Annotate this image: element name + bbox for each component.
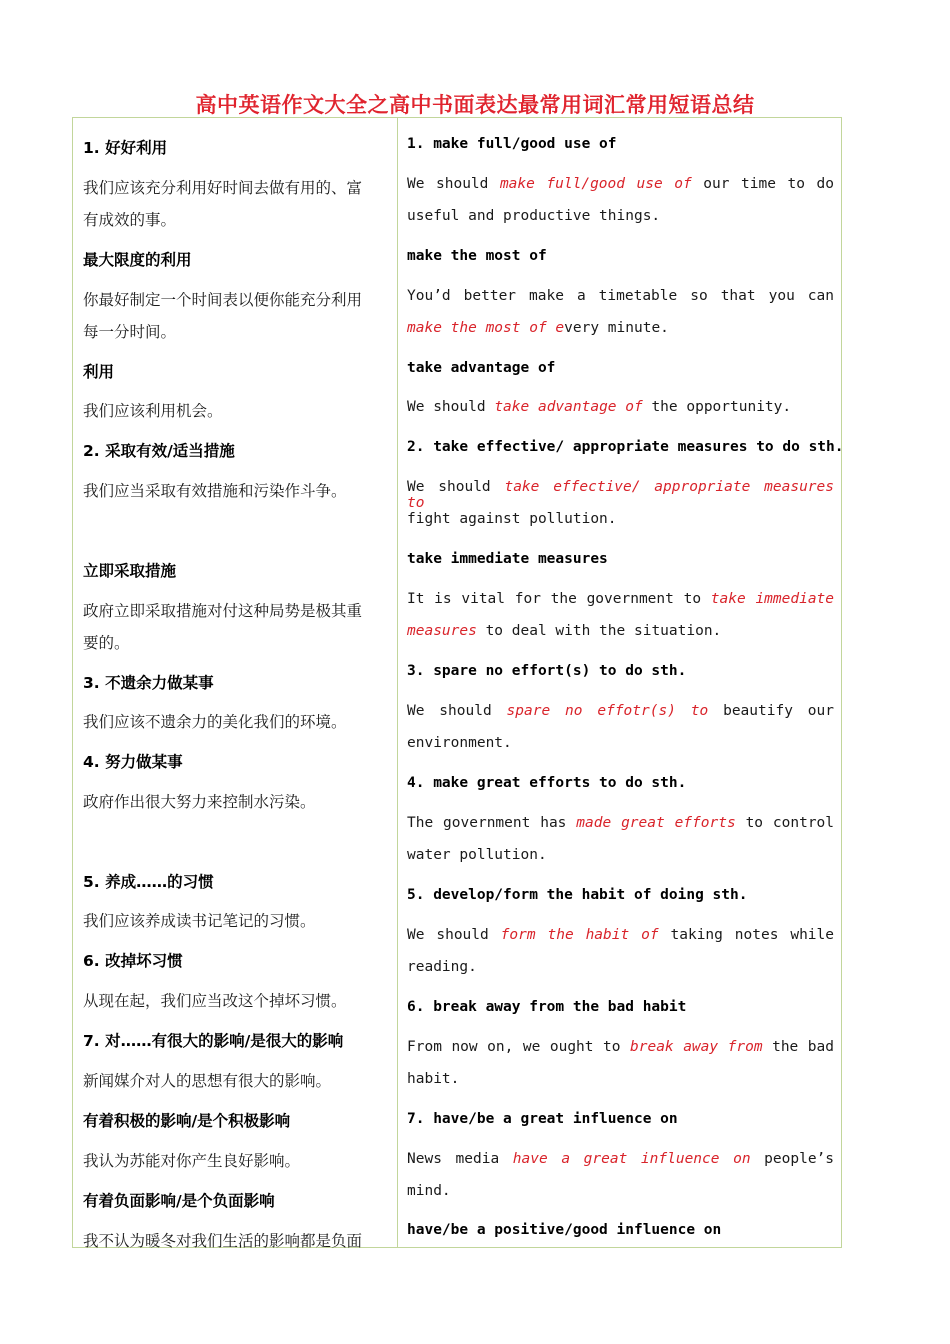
text-segment: taking notes while <box>658 927 834 943</box>
english-heading <box>407 887 747 903</box>
chinese-heading: 利用 <box>83 363 115 381</box>
english-heading <box>407 1222 721 1238</box>
english-example-line <box>407 1151 834 1167</box>
chinese-example-line: 我们应该不遗余力的美化我们的环境。 <box>83 713 347 731</box>
text-segment: reading. <box>407 959 477 975</box>
chinese-heading: 有着负面影响/是个负面影响 <box>83 1192 275 1210</box>
english-example-line <box>407 176 834 192</box>
text-segment: the opportunity. <box>642 399 792 415</box>
english-example-line <box>407 623 721 639</box>
chinese-heading: 1. 好好利用 <box>83 139 168 157</box>
english-example-line <box>407 511 617 527</box>
chinese-example-line: 要的。 <box>83 634 130 652</box>
chinese-example-line: 新闻媒介对人的思想有很大的影响。 <box>83 1072 332 1090</box>
chinese-heading: 有着积极的影响/是个积极影响 <box>83 1112 291 1130</box>
english-heading <box>407 775 686 791</box>
english-example-line <box>407 479 834 511</box>
text-segment: environment. <box>407 735 512 751</box>
english-example-line <box>407 735 512 751</box>
text-segment: beautify our <box>708 703 834 719</box>
english-example-line <box>407 208 660 224</box>
english-example-line <box>407 1071 459 1087</box>
english-heading <box>407 1111 678 1127</box>
english-heading <box>407 663 686 679</box>
text-segment: You’d better make a timetable so that you can <box>407 288 834 304</box>
text-segment: 3. spare no effort(s) to do sth. <box>407 663 687 679</box>
english-heading <box>407 439 844 455</box>
chinese-example-line: 我们应当采取有效措施和污染作斗争。 <box>83 482 347 500</box>
chinese-heading: 2. 采取有效/适当措施 <box>83 442 235 460</box>
page-title: 高中英语作文大全之高中书面表达最常用词汇常用短语总结 <box>195 92 755 117</box>
highlighted-phrase: have a great influence on <box>512 1151 751 1167</box>
chinese-example-line: 有成效的事。 <box>83 211 177 229</box>
english-example-line <box>407 959 477 975</box>
text-segment: make the most of <box>407 248 547 264</box>
text-segment: It is vital for the government to <box>407 591 711 607</box>
text-segment: habit. <box>407 1071 460 1087</box>
english-example-line <box>407 927 834 943</box>
text-segment: useful and productive things. <box>407 208 661 224</box>
text-segment: The government has <box>407 815 577 831</box>
chinese-heading: 5. 养成……的习惯 <box>83 873 214 891</box>
english-heading <box>407 551 608 567</box>
chinese-heading: 7. 对……有很大的影响/是很大的影响 <box>83 1032 344 1050</box>
text-segment: We should <box>407 176 500 192</box>
text-segment: to control <box>735 815 835 831</box>
chinese-example-line: 我们应该养成读书记笔记的习惯。 <box>83 912 316 930</box>
text-segment: take advantage of <box>407 360 556 376</box>
english-example-line <box>407 1039 834 1055</box>
chinese-heading: 6. 改掉坏习惯 <box>83 952 183 970</box>
chinese-example-line: 你最好制定一个时间表以便你能充分利用 <box>83 291 363 309</box>
text-segment: We should <box>407 927 501 943</box>
highlighted-phrase: make full/good use of <box>499 176 692 192</box>
chinese-example-line: 政府立即采取措施对付这种局势是极其重 <box>83 602 363 620</box>
chinese-example-line: 政府作出很大努力来控制水污染。 <box>83 793 316 811</box>
chinese-heading: 4. 努力做某事 <box>83 753 183 771</box>
text-segment: We should <box>407 399 495 415</box>
chinese-heading: 3. 不遗余力做某事 <box>83 674 214 692</box>
text-segment: mind. <box>407 1183 451 1199</box>
text-segment: water pollution. <box>407 847 547 863</box>
text-segment: have/be a positive/good influence on <box>407 1222 722 1238</box>
highlighted-phrase: spare no effotr(s) to <box>506 703 709 719</box>
column-divider <box>397 117 398 1248</box>
highlighted-phrase: made great efforts <box>576 815 736 831</box>
text-segment: fight against pollution. <box>407 511 617 527</box>
text-segment: 2. take effective/ appropriate measures to do sth. <box>407 439 844 455</box>
text-segment: 4. make great efforts to do sth. <box>407 775 687 791</box>
highlighted-phrase: break away from <box>630 1039 763 1055</box>
chinese-example-line: 我不认为暖冬对我们生活的影响都是负面 <box>83 1232 363 1250</box>
english-heading <box>407 999 686 1015</box>
english-heading <box>407 136 617 152</box>
english-example-line <box>407 288 834 304</box>
chinese-example-line: 我们应该利用机会。 <box>83 402 223 420</box>
text-segment: 7. have/be a great influence on <box>407 1111 678 1127</box>
text-segment: to deal with the situation. <box>476 623 722 639</box>
chinese-example-line: 从现在起，我们应当改这个掉坏习惯。 <box>83 992 347 1010</box>
chinese-example-line: 我们应该充分利用好时间去做有用的、富 <box>83 179 363 197</box>
highlighted-phrase: take effective/ appropriate measures to <box>407 479 834 511</box>
highlighted-phrase: take advantage of <box>494 399 643 415</box>
text-segment: very minute. <box>564 320 669 336</box>
highlighted-phrase: form the habit of <box>500 927 659 943</box>
english-example-line <box>407 591 834 607</box>
chinese-heading: 立即采取措施 <box>83 562 177 580</box>
english-example-line <box>407 847 547 863</box>
chinese-heading: 最大限度的利用 <box>83 251 192 269</box>
text-segment: people’s <box>750 1151 835 1167</box>
text-segment: 1. make full/good use of <box>407 136 617 152</box>
text-segment: 5. develop/form the habit of doing sth. <box>407 887 748 903</box>
text-segment: We should <box>407 703 507 719</box>
english-example-line <box>407 1183 451 1199</box>
text-segment: From now on, we ought to <box>407 1039 631 1055</box>
text-segment: 6. break away from the bad habit <box>407 999 687 1015</box>
english-example-line <box>407 815 834 831</box>
text-segment: We should <box>407 479 505 495</box>
text-segment: our time to do <box>691 176 834 192</box>
text-segment: News media <box>407 1151 513 1167</box>
english-example-line <box>407 399 791 415</box>
english-example-line <box>407 703 834 719</box>
english-heading <box>407 248 547 264</box>
text-segment: take immediate measures <box>407 551 608 567</box>
english-example-line <box>407 320 669 336</box>
highlighted-phrase: measures <box>407 623 477 639</box>
text-segment: the bad <box>762 1039 834 1055</box>
highlighted-phrase: make the most of e <box>407 320 565 336</box>
highlighted-phrase: take immediate <box>710 591 835 607</box>
chinese-example-line: 我认为苏能对你产生良好影响。 <box>83 1152 301 1170</box>
english-heading <box>407 360 555 376</box>
chinese-example-line: 每一分时间。 <box>83 323 177 341</box>
